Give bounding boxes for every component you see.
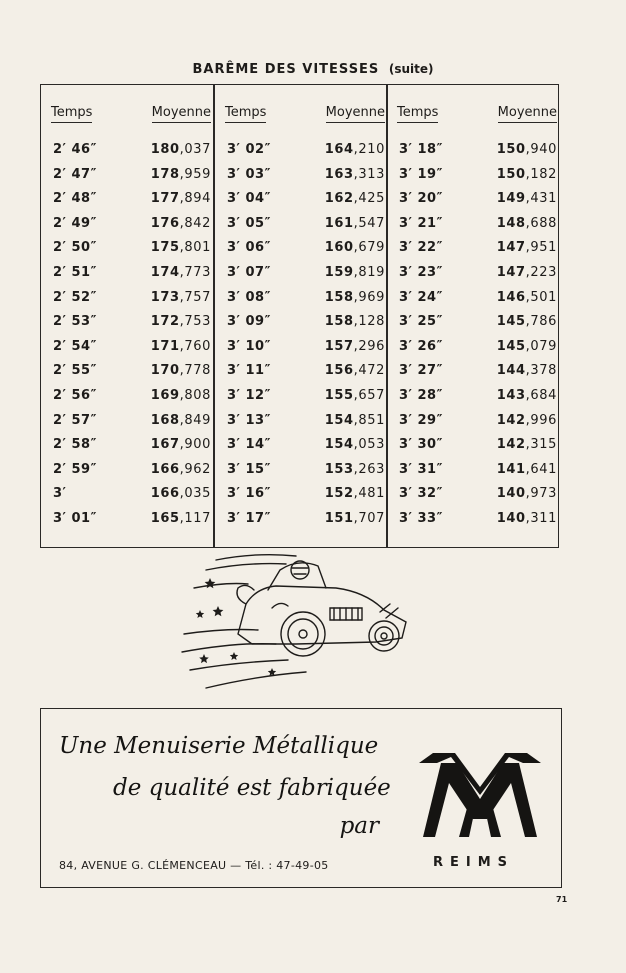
time-cell: 3′ 26″: [399, 338, 443, 354]
speed-cell: 166,962: [150, 461, 211, 477]
speed-cell: 174,773: [150, 264, 211, 280]
table-row: [49, 462, 219, 487]
time-cell: 3′ 19″: [399, 166, 443, 182]
speed-cell: 162,425: [324, 191, 385, 207]
table-row: [223, 314, 393, 339]
speed-cell: 163,313: [324, 166, 385, 182]
speed-cell: 164,210: [324, 142, 385, 157]
time-cell: 3′ 03″: [227, 166, 271, 182]
time-cell: 2′ 49″: [53, 215, 97, 231]
speed-cell: 155,657: [324, 387, 385, 403]
table-row: [49, 142, 219, 167]
time-cell: 3′ 21″: [399, 215, 443, 231]
time-cell: 3′ 25″: [399, 314, 443, 330]
table-row: [49, 388, 219, 413]
speed-cell: 152,481: [324, 486, 385, 502]
time-cell: 3′: [53, 486, 67, 502]
racing-car-icon: [176, 548, 416, 698]
speed-cell: 168,849: [150, 412, 211, 428]
table-row: [223, 290, 393, 315]
table-row: [223, 240, 393, 265]
speed-cell: 141,641: [496, 461, 557, 477]
page-title: [0, 62, 626, 77]
table-row: [223, 167, 393, 192]
speed-header: Moyenne: [326, 105, 385, 123]
page-number: 71: [556, 895, 568, 904]
time-cell: 3′ 16″: [227, 486, 271, 502]
table-row: [395, 462, 565, 487]
speed-cell: 161,547: [324, 215, 385, 231]
time-cell: 3′ 09″: [227, 314, 271, 330]
title-suite: (suite): [388, 62, 434, 76]
time-cell: 2′ 47″: [53, 166, 97, 182]
time-cell: 3′ 17″: [227, 510, 271, 526]
time-cell: 3′ 07″: [227, 264, 271, 280]
time-header: Temps: [225, 105, 266, 123]
table-row: [395, 388, 565, 413]
table-row: [395, 511, 565, 536]
table-row: [223, 486, 393, 511]
table-row: [223, 388, 393, 413]
title-main: BARÊME DES VITESSES: [192, 62, 380, 77]
speed-header: Moyenne: [152, 105, 211, 123]
table-row: [395, 290, 565, 315]
speed-cell: 147,951: [496, 240, 557, 256]
speed-cell: 142,996: [496, 412, 557, 428]
time-cell: 3′ 31″: [399, 461, 443, 477]
time-cell: 3′ 01″: [53, 510, 97, 526]
speed-cell: 142,315: [496, 437, 557, 453]
speed-cell: 157,296: [324, 338, 385, 354]
table-row: [49, 290, 219, 315]
table-row: [395, 486, 565, 511]
table-row: [223, 191, 393, 216]
time-cell: 3′ 06″: [227, 240, 271, 256]
table-row: [223, 216, 393, 241]
table-row: [395, 142, 565, 167]
advertisement: [40, 708, 562, 888]
time-cell: 3′ 10″: [227, 338, 271, 354]
table-row: [223, 363, 393, 388]
speed-cell: 160,679: [324, 240, 385, 256]
table-row: [223, 413, 393, 438]
table-row: [395, 314, 565, 339]
speed-cell: 159,819: [324, 264, 385, 280]
table-row: [395, 191, 565, 216]
table-row: [49, 413, 219, 438]
speed-cell: 145,786: [496, 314, 557, 330]
table-row: [49, 167, 219, 192]
ad-city: REIMS: [433, 855, 515, 870]
speed-cell: 146,501: [496, 289, 557, 305]
speed-cell: 140,311: [496, 510, 557, 526]
time-cell: 3′ 13″: [227, 412, 271, 428]
speed-cell: 140,973: [496, 486, 557, 502]
table-row: [395, 167, 565, 192]
time-cell: 2′ 56″: [53, 387, 97, 403]
table-row: [49, 191, 219, 216]
time-cell: 2′ 57″: [53, 412, 97, 428]
speed-cell: 145,079: [496, 338, 557, 354]
speed-cell: 154,851: [324, 412, 385, 428]
table-row: [223, 265, 393, 290]
time-cell: 3′ 15″: [227, 461, 271, 477]
speed-cell: 150,940: [496, 142, 557, 157]
speed-cell: 171,760: [150, 338, 211, 354]
speed-cell: 173,757: [150, 289, 211, 305]
time-cell: 3′ 11″: [227, 363, 271, 379]
time-cell: 2′ 53″: [53, 314, 97, 330]
table-row: [223, 142, 393, 167]
time-cell: 2′ 54″: [53, 338, 97, 354]
table-row: [49, 240, 219, 265]
time-cell: 3′ 29″: [399, 412, 443, 428]
table-row: [395, 437, 565, 462]
table-row: [49, 265, 219, 290]
speed-cell: 180,037: [150, 142, 211, 157]
ad-line-3: par: [339, 813, 379, 839]
speed-cell: 149,431: [496, 191, 557, 207]
speed-cell: 176,842: [150, 215, 211, 231]
time-cell: 3′ 22″: [399, 240, 443, 256]
speed-cell: 148,688: [496, 215, 557, 231]
time-cell: 3′ 05″: [227, 215, 271, 231]
table-row: [49, 314, 219, 339]
speed-cell: 169,808: [150, 387, 211, 403]
time-cell: 3′ 33″: [399, 510, 443, 526]
time-cell: 3′ 23″: [399, 264, 443, 280]
table-row: [49, 363, 219, 388]
speed-cell: 172,753: [150, 314, 211, 330]
speed-cell: 167,900: [150, 437, 211, 453]
speed-cell: 156,472: [324, 363, 385, 379]
table-row: [49, 511, 219, 536]
time-cell: 3′ 14″: [227, 437, 271, 453]
ad-address: 84, AVENUE G. CLÉMENCEAU — Tél. : 47-49-05: [59, 859, 329, 872]
table-row: [49, 437, 219, 462]
time-cell: 2′ 52″: [53, 289, 97, 305]
speed-cell: 158,969: [324, 289, 385, 305]
time-cell: 3′ 24″: [399, 289, 443, 305]
speed-cell: 177,894: [150, 191, 211, 207]
time-cell: 2′ 55″: [53, 363, 97, 379]
table-row: [223, 437, 393, 462]
speed-cell: 165,117: [150, 510, 211, 526]
time-cell: 3′ 04″: [227, 191, 271, 207]
table-row: [395, 265, 565, 290]
speed-cell: 166,035: [150, 486, 211, 502]
time-cell: 3′ 02″: [227, 142, 271, 157]
time-cell: 3′ 20″: [399, 191, 443, 207]
table-row: [223, 339, 393, 364]
speed-cell: 154,053: [324, 437, 385, 453]
speed-cell: 151,707: [324, 510, 385, 526]
speed-cell: 147,223: [496, 264, 557, 280]
table-row: [395, 240, 565, 265]
time-cell: 2′ 58″: [53, 437, 97, 453]
speed-cell: 175,801: [150, 240, 211, 256]
time-cell: 2′ 51″: [53, 264, 97, 280]
ad-line-1: Une Menuiserie Métallique: [59, 733, 379, 759]
time-cell: 2′ 50″: [53, 240, 97, 256]
speed-cell: 158,128: [324, 314, 385, 330]
speed-cell: 178,959: [150, 166, 211, 182]
time-header: Temps: [51, 105, 92, 123]
time-cell: 3′ 12″: [227, 387, 271, 403]
table-row: [49, 216, 219, 241]
time-cell: 2′ 48″: [53, 191, 97, 207]
time-cell: 3′ 08″: [227, 289, 271, 305]
table-row: [395, 216, 565, 241]
speed-cell: 143,684: [496, 387, 557, 403]
table-row: [223, 462, 393, 487]
time-cell: 3′ 32″: [399, 486, 443, 502]
time-cell: 3′ 18″: [399, 142, 443, 157]
speed-cell: 153,263: [324, 461, 385, 477]
time-cell: 3′ 27″: [399, 363, 443, 379]
speed-cell: 170,778: [150, 363, 211, 379]
mm-logo-icon: [419, 753, 541, 837]
time-header: Temps: [397, 105, 438, 123]
time-cell: 3′ 28″: [399, 387, 443, 403]
time-cell: 2′ 59″: [53, 461, 97, 477]
table-row: [49, 486, 219, 511]
time-cell: 3′ 30″: [399, 437, 443, 453]
speed-table: [40, 84, 559, 548]
time-cell: 2′ 46″: [53, 142, 97, 157]
table-row: [395, 339, 565, 364]
speed-cell: 150,182: [496, 166, 557, 182]
ad-line-2: de qualité est fabriquée: [113, 775, 391, 801]
table-row: [395, 413, 565, 438]
speed-header: Moyenne: [498, 105, 557, 123]
speed-cell: 144,378: [496, 363, 557, 379]
table-row: [223, 511, 393, 536]
table-row: [395, 363, 565, 388]
table-row: [49, 339, 219, 364]
